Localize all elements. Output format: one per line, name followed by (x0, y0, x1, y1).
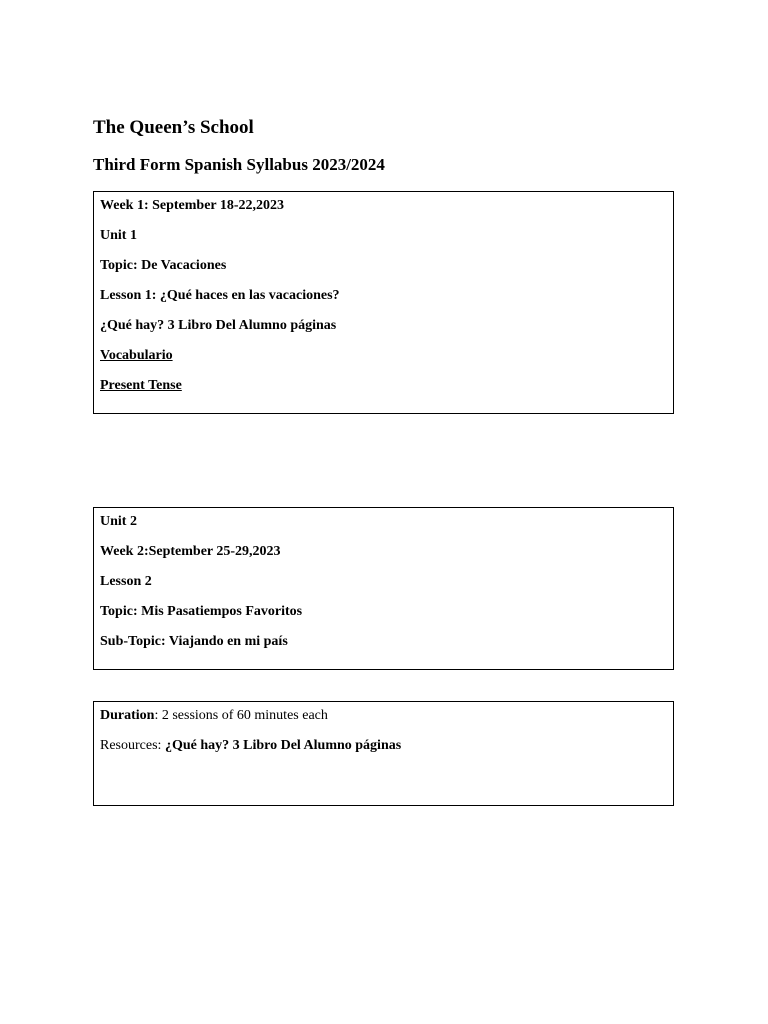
document-title: The Queen’s School (93, 117, 254, 138)
document-subtitle: Third Form Spanish Syllabus 2023/2024 (93, 155, 385, 174)
duration-line (100, 708, 667, 724)
duration-label: Duration (100, 708, 155, 723)
unit2-topic: Topic: Mis Pasatiempos Favoritos (100, 604, 303, 619)
week1-unit: Unit 1 (100, 228, 137, 243)
unit2-lesson: Lesson 2 (100, 574, 152, 589)
week1-box (93, 191, 674, 414)
unit2-unit: Unit 2 (100, 514, 137, 529)
week1-book: ¿Qué hay? 3 Libro Del Alumno páginas (100, 318, 337, 333)
resources-value: ¿Qué hay? 3 Libro Del Alumno páginas (164, 738, 402, 753)
unit2-subtopic: Sub-Topic: Viajando en mi país (100, 634, 288, 649)
week1-topic: Topic: De Vacaciones (100, 258, 227, 273)
duration-value: : 2 sessions of 60 minutes each (154, 708, 328, 723)
unit2-box (93, 507, 674, 670)
week1-vocabulario: Vocabulario (100, 348, 173, 363)
unit2-week: Week 2:September 25-29,2023 (100, 544, 281, 559)
week1-lesson: Lesson 1: ¿Qué haces en las vacaciones? (100, 288, 340, 303)
details-box (93, 701, 674, 806)
week1-present-tense: Present Tense (100, 378, 182, 393)
resources-label: Resources: (100, 738, 165, 753)
resources-line (100, 738, 667, 754)
week1-dates: Week 1: September 18-22,2023 (100, 198, 285, 213)
